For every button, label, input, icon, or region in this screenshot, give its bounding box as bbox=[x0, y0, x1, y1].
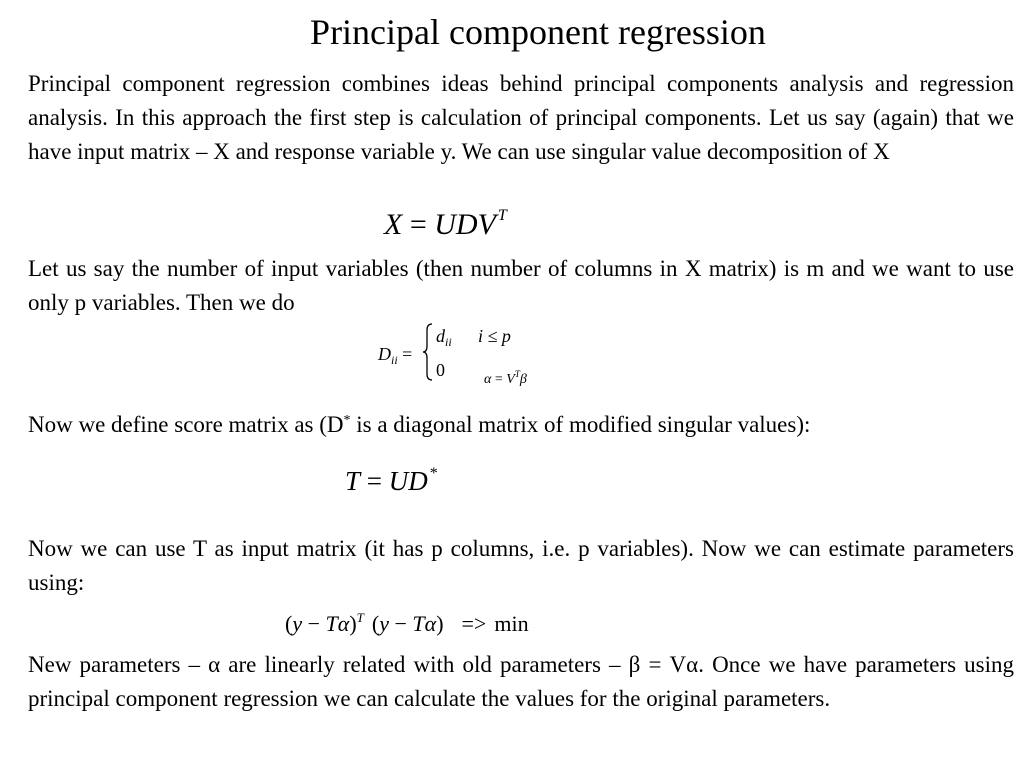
objective-equation bbox=[285, 608, 529, 640]
score-rhs: UD bbox=[388, 466, 428, 496]
alpha-lhs: α bbox=[484, 372, 492, 387]
diag-case1-condition: i ≤ p bbox=[478, 326, 511, 346]
diagonal-equation bbox=[378, 322, 578, 402]
case1-sub: ii bbox=[445, 335, 452, 349]
diag-lhs bbox=[378, 344, 412, 365]
score-text-after: is a diagonal matrix of modified singular values): bbox=[350, 412, 811, 437]
obj-minus2: − bbox=[388, 611, 413, 636]
score-equation bbox=[345, 463, 438, 499]
score-equals: = bbox=[360, 466, 389, 496]
estimate-paragraph: Now we can use T as input matrix (it has p columns, i.e. p variables). Now we can estimate parameters using: bbox=[28, 536, 1014, 595]
intro-paragraph: Principal component regression combines ideas behind principal components analysis and regression analysis. In this approach the first step is calculation of principal components. Let us say (again) that we have input matrix – X and response variable y. We can use singular value decomposition of X bbox=[28, 71, 1014, 164]
alpha-equals: = bbox=[491, 372, 507, 387]
alpha-V: V bbox=[506, 372, 515, 387]
obj-arrow: => bbox=[461, 611, 487, 636]
alpha-transpose: T bbox=[514, 369, 520, 379]
obj-min: min bbox=[494, 611, 529, 636]
cases-brace bbox=[422, 322, 434, 382]
svd-equals: = bbox=[402, 208, 435, 241]
brace-icon bbox=[422, 322, 434, 382]
obj-paren2: ) bbox=[349, 611, 357, 636]
svd-transpose: T bbox=[497, 207, 507, 224]
obj-paren3: ( bbox=[371, 611, 380, 636]
svd-rhs: UDV bbox=[434, 208, 496, 241]
obj-paren4: ) bbox=[436, 611, 444, 636]
obj-paren1: ( bbox=[285, 611, 293, 636]
obj-minus1: − bbox=[302, 611, 326, 636]
score-paragraph bbox=[28, 408, 1014, 442]
obj-y2: y bbox=[379, 611, 389, 636]
obj-y1: y bbox=[292, 611, 303, 636]
slide-title: Principal component regression bbox=[310, 12, 766, 52]
score-lhs: T bbox=[345, 466, 361, 496]
case1-var: d bbox=[436, 326, 445, 346]
obj-transpose: T bbox=[356, 610, 364, 625]
alpha-equation bbox=[484, 369, 527, 388]
diag-case1 bbox=[436, 326, 452, 347]
variables-paragraph: Let us say the number of input variables (then number of columns in X matrix) is m and we want to use only p variables. Then we do bbox=[28, 256, 1014, 315]
svd-equation bbox=[384, 205, 507, 245]
diag-lhs-sub: ii bbox=[391, 353, 398, 367]
alpha-beta: β bbox=[519, 372, 527, 387]
score-sup: * bbox=[429, 465, 438, 482]
score-text-before: Now we define score matrix as (D bbox=[28, 412, 344, 437]
diag-case2: 0 bbox=[436, 360, 445, 380]
obj-t1: Tα bbox=[325, 611, 350, 636]
svd-lhs: X bbox=[384, 208, 403, 241]
conclusion-paragraph: New parameters – α are linearly related with old parameters – β = Vα. Once we have parameters using principal component regression we can calculate the values for the original parameters. bbox=[28, 652, 1014, 711]
diag-lhs-var: D bbox=[378, 344, 391, 364]
score-star: * bbox=[343, 413, 351, 428]
diag-equals: = bbox=[397, 344, 413, 364]
obj-t2: Tα bbox=[412, 611, 437, 636]
